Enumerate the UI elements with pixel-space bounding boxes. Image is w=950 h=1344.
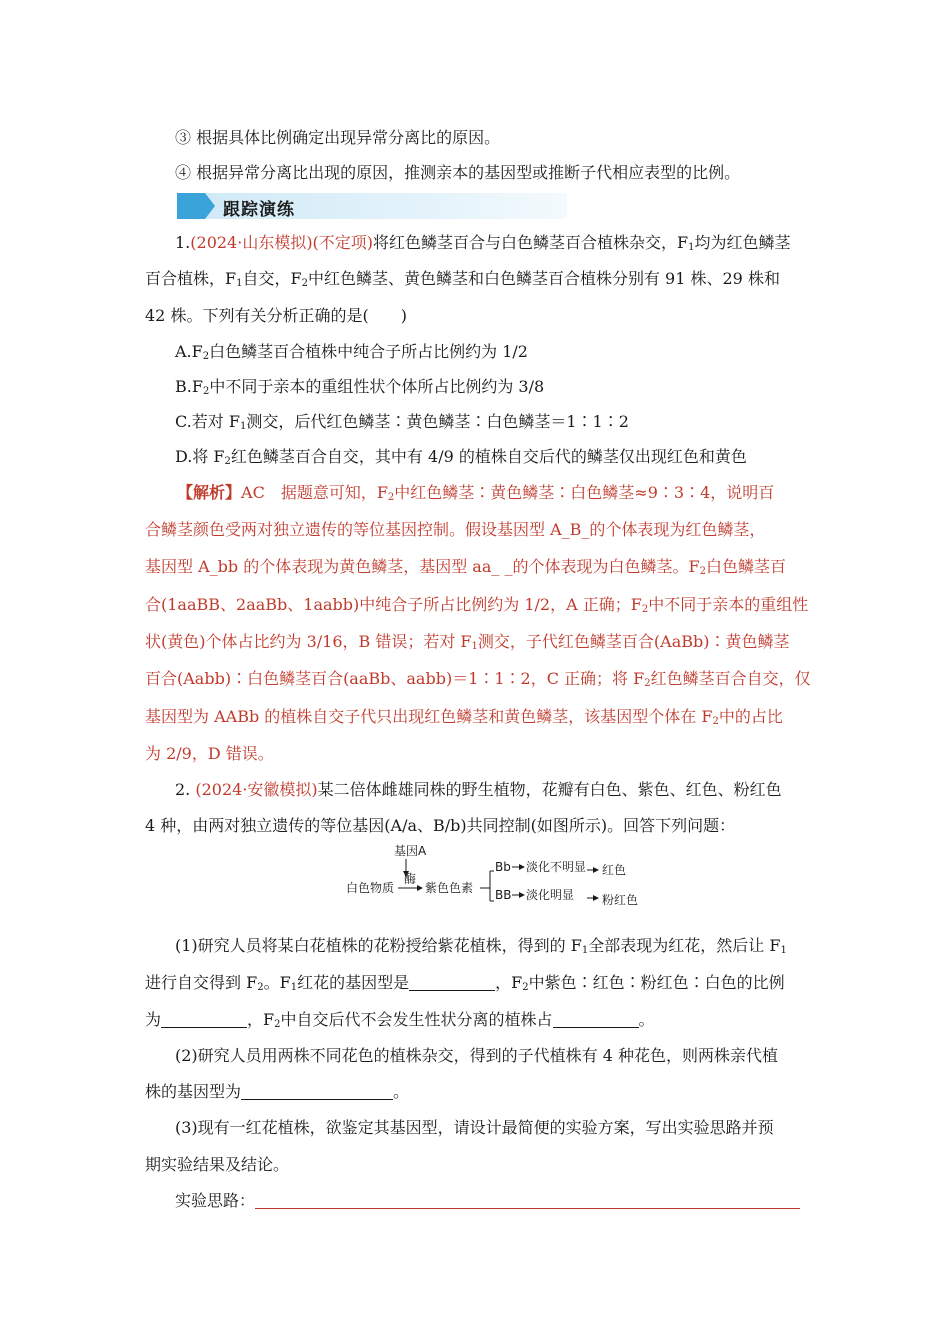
- q2-part2-line2: 株的基因型为 。: [145, 1082, 410, 1101]
- q1-analysis-line3: 基因型 A_bb 的个体表现为黄色鳞茎，基因型 aa_ _的个体表现为白色鳞茎。$F_2$白色鳞茎百: [145, 557, 786, 577]
- q2-part2-line1: (2)研究人员用两株不同花色的植株杂交，得到的子代植株有 4 种花色，则两株亲代植: [175, 1046, 779, 1065]
- diagram-path1: 淡化不明显: [526, 860, 587, 874]
- q1-analysis-line8: 为 2/9，D 错误。: [145, 744, 274, 763]
- answer-blank-1[interactable]: [409, 974, 495, 991]
- diagram-pink: 粉红色: [602, 893, 639, 907]
- q1-analysis-line6: 百合(Aabb)∶白色鳞茎百合(aaBb、aabb)＝1∶1∶2，C 正确；将 $F_2$红色鳞茎百合自交，仅: [145, 669, 811, 689]
- q1-source: (2024·山东模拟)(不定项): [190, 233, 374, 252]
- diagram-gene-a: 基因A: [394, 844, 427, 858]
- experiment-idea-line: [175, 1190, 800, 1212]
- pathway-diagram: [340, 843, 660, 913]
- diagram-path2: 淡化明显: [526, 888, 575, 902]
- q2-part1-line2: 进行自交得到 $F_2$。$F_1$红花的基因型是 ，$F_2$中紫色∶红色∶粉红色∶白色的比例: [145, 973, 785, 993]
- q2-stem-line2: 4 种，由两对独立遗传的等位基因(A/a、B/b)共同控制(如图所示)。回答下列问题：: [145, 816, 736, 835]
- analysis-tag: 【解析】: [177, 483, 242, 502]
- q1-option-c: C.若对 $F_1$测交，后代红色鳞茎∶黄色鳞茎∶白色鳞茎＝1∶1∶2: [175, 412, 629, 432]
- q1-option-a: $A.F_2$白色鳞茎百合植株中纯合子所占比例约为 1/2: [175, 342, 528, 362]
- q1-analysis-line5: 状(黄色)个体占比约为 3/16，B 错误；若对 $F_1$测交，子代红色鳞茎百合(AaBb)∶黄色鳞茎: [145, 632, 790, 652]
- diagram-red: 红色: [602, 863, 627, 877]
- diagram-bb1: Bb: [495, 860, 511, 874]
- diagram-purple: 紫色色素: [425, 881, 474, 895]
- q1-analysis-line7: 基因型为 AABb 的植株自交子代只出现红色鳞茎和黄色鳞茎，该基因型个体在 $F_2$中的占比: [145, 707, 783, 727]
- q1-analysis-line4: 合(1aaBB、2aaBb、1aabb)中纯合子所占比例约为 1/2，A 正确；$F_2$中不同于亲本的重组性: [145, 595, 809, 615]
- intro-item-4: ④ 根据异常分离比出现的原因，推测亲本的基因型或推断子代相应表型的比例。: [175, 163, 741, 182]
- diagram-white: 白色物质: [346, 881, 395, 895]
- diagram-bb2: BB: [495, 888, 512, 902]
- q1-analysis-line2: 合鳞茎颜色受两对独立遗传的等位基因控制。假设基因型 A_B_的个体表现为红色鳞茎，: [145, 520, 766, 539]
- section-header: [177, 193, 567, 219]
- q1-stem-line1: 1.(2024·山东模拟)(不定项)将红色鳞茎百合与白色鳞茎百合植株杂交，$F_1$均为红色鳞茎: [175, 233, 791, 253]
- answer-blank-2[interactable]: [161, 1011, 247, 1028]
- q2-part3-line1: (3)现有一红花植株，欲鉴定其基因型，请设计最简便的实验方案，写出实验思路并预: [175, 1118, 774, 1137]
- experiment-idea-label: 实验思路：: [175, 1191, 256, 1210]
- intro-item-3: ③ 根据具体比例确定出现异常分离比的原因。: [175, 128, 501, 147]
- q1-option-d: D.将 $F_2$红色鳞茎百合自交，其中有 4/9 的植株自交后代的鳞茎仅出现红色和黄色: [175, 447, 747, 467]
- q2-part1-line3: 为 ，$F_2$中自交后代不会发生性状分离的植株占 。: [145, 1010, 655, 1030]
- q2-stem-line1: 2. (2024·安徽模拟)某二倍体雌雄同株的野生植物，花瓣有白色、紫色、红色、粉红色: [175, 780, 782, 799]
- diagram-enzyme: 酶: [404, 872, 417, 886]
- answer-blank-4[interactable]: [241, 1083, 393, 1100]
- experiment-idea-blank[interactable]: [255, 1192, 800, 1209]
- q1-stem-line3: 42 株。下列有关分析正确的是( ): [145, 306, 407, 325]
- section-title: 跟踪演练: [223, 200, 295, 220]
- q2-source: (2024·安徽模拟): [195, 780, 318, 799]
- q2-part3-line2: 期实验结果及结论。: [145, 1155, 290, 1174]
- q1-analysis-line1: 【解析】AC 据题意可知，$F_2$中红色鳞茎∶黄色鳞茎∶白色鳞茎≈9∶3∶4，说明百: [177, 483, 775, 503]
- q1-stem-line2: 百合植株，$F_1$自交，$F_2$中红色鳞茎、黄色鳞茎和白色鳞茎百合植株分别有 91 株、29 株和: [145, 269, 780, 289]
- answer-blank-3[interactable]: [553, 1011, 639, 1028]
- arrow-banner-icon: [177, 193, 215, 219]
- q2-part1-line1: (1)研究人员将某白花植株的花粉授给紫花植株，得到的 $F_1$全部表现为红花，然后让 $F_1$: [175, 936, 787, 956]
- q1-option-b: $B.F_2$中不同于亲本的重组性状个体所占比例约为 3/8: [175, 377, 545, 397]
